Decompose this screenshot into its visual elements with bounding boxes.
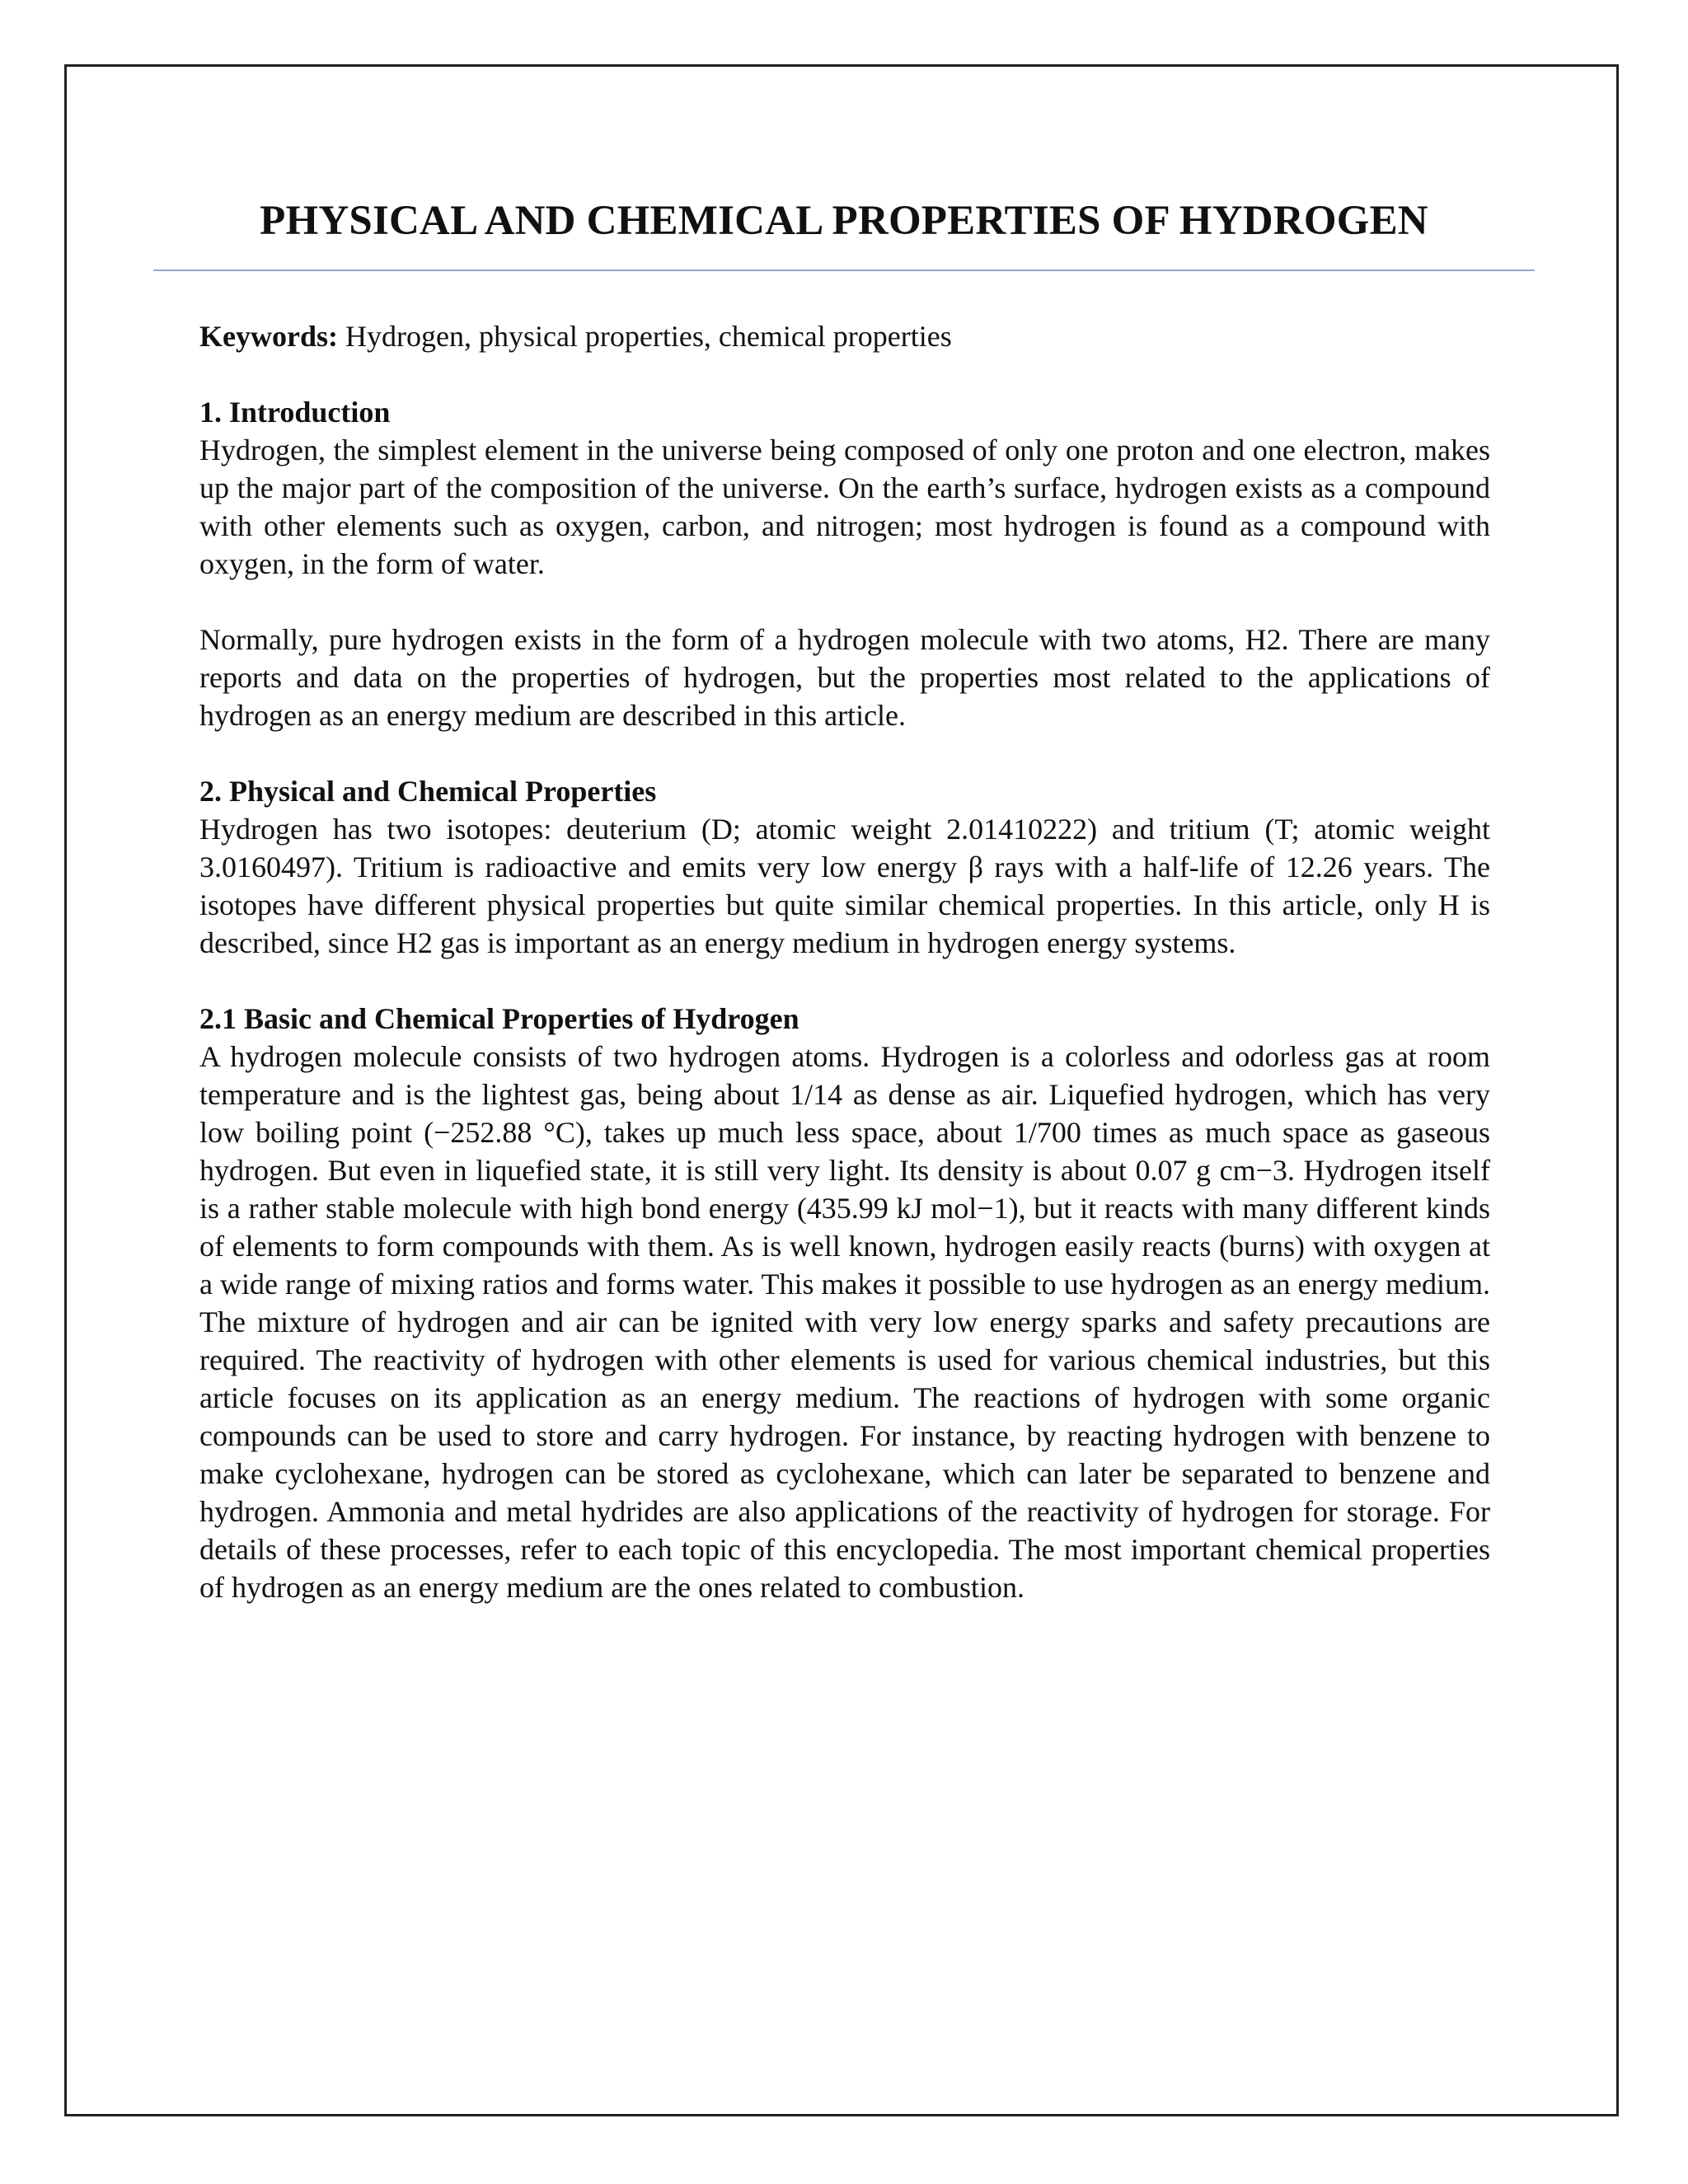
paragraph: Normally, pure hydrogen exists in the form of a hydrogen molecule with two atoms, H2. There are many reports and data on the properties of hydrogen, but the properties most related to the applications of hydrogen as an energy medium are described in this article. <box>199 623 1490 732</box>
keywords-label: Keywords: <box>199 320 338 353</box>
paragraph: Hydrogen has two isotopes: deuterium (D; atomic weight 2.01410222) and tritium (T; atomic weight 3.0160497). Tritium is radioactive and emits very low energy β rays with a half-life of 12.26 years. The isotopes have different physical properties but quite similar chemical properties. In this article, only H is described, since H2 gas is important as an energy medium in hydrogen energy systems. <box>199 813 1490 959</box>
title-divider <box>153 269 1535 271</box>
section-heading: 1. Introduction <box>199 396 391 429</box>
section-introduction <box>199 393 1490 734</box>
section-basic-chemical-properties <box>199 1000 1490 1606</box>
keywords-text: Hydrogen, physical properties, chemical properties <box>337 320 952 353</box>
document-title: PHYSICAL AND CHEMICAL PROPERTIES OF HYDROGEN <box>260 198 1428 244</box>
document-body <box>199 317 1490 1644</box>
section-heading: 2. Physical and Chemical Properties <box>199 775 657 808</box>
paragraph: A hydrogen molecule consists of two hydrogen atoms. Hydrogen is a colorless and odorless gas at room temperature and is the lightest gas, being about 1/14 as dense as air. Liquefied hydrogen, which has very low boiling point (−252.88 °C), takes up much less space, about 1/700 times as much space as gaseous hydrogen. But even in liquefied state, it is still very light. Its density is about 0.07 g cm−3. Hydrogen itself is a rather stable molecule with high bond energy (435.99 kJ mol−1), but it reacts with many different kinds of elements to form compounds with them. As is well known, hydrogen easily reacts (burns) with oxygen at a wide range of mixing ratios and forms water. This makes it possible to use hydrogen as an energy medium. The mixture of hydrogen and air can be ignited with very low energy sparks and safety precautions are required. The reactivity of hydrogen with other elements is used for various chemical industries, but this article focuses on its application as an energy medium. The reactions of hydrogen with some organic compounds can be used to store and carry hydrogen. For instance, by reacting hydrogen with benzene to make cyclohexane, hydrogen can be stored as cyclohexane, which can later be separated to benzene and hydrogen. Ammonia and metal hydrides are also applications of the reactivity of hydrogen for storage. For details of these processes, refer to each topic of this encyclopedia. The most important chemical properties of hydrogen as an energy medium are the ones related to combustion. <box>199 1040 1490 1604</box>
section-physical-chemical-properties <box>199 772 1490 962</box>
keywords-line <box>199 317 1490 355</box>
paragraph: Hydrogen, the simplest element in the universe being composed of only one proton and one electron, makes up the major part of the composition of the universe. On the earth’s surface, hydrogen exists as a compound with other elements such as oxygen, carbon, and nitrogen; most hydrogen is found as a compound with oxygen, in the form of water. <box>199 434 1490 580</box>
section-heading: 2.1 Basic and Chemical Properties of Hydrogen <box>199 1002 799 1035</box>
